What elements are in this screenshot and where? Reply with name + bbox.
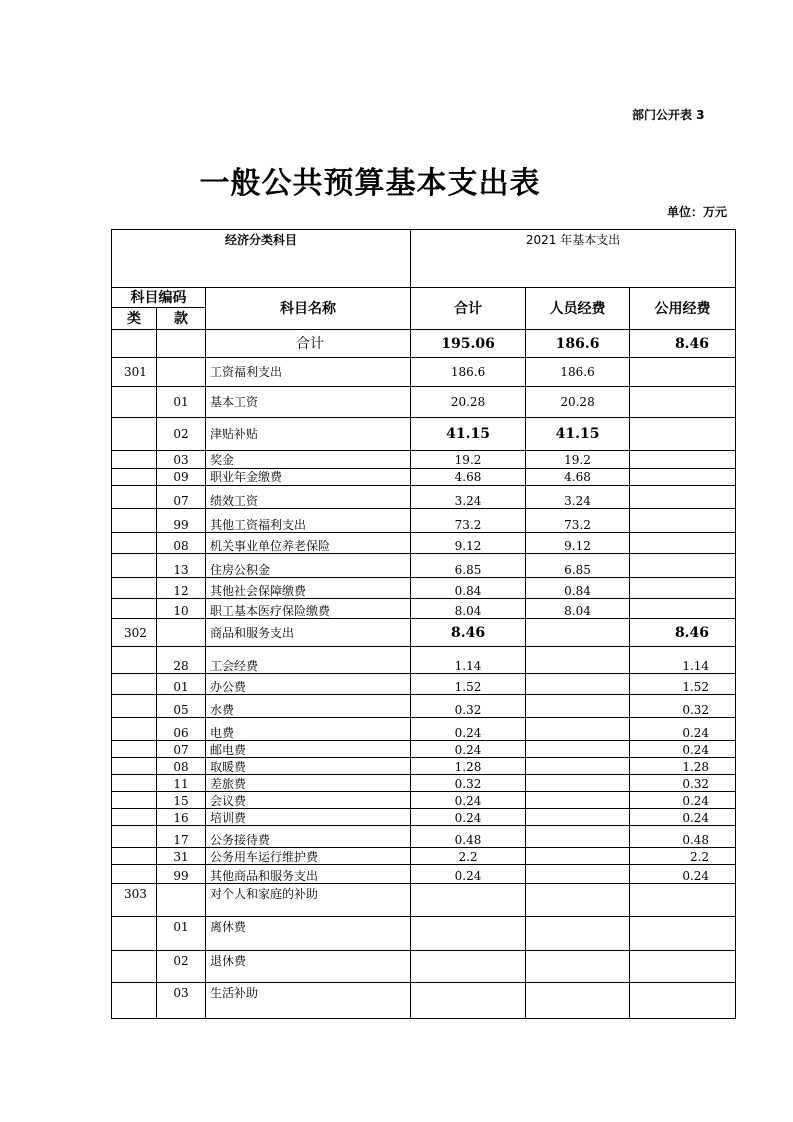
personnel-cell: 186.6: [526, 358, 630, 387]
subject-name-cell: 培训费: [206, 809, 411, 826]
class-code-cell: [112, 917, 157, 951]
header-econ-class: 经济分类科目: [112, 230, 411, 288]
subject-name-cell: 水费: [206, 695, 411, 718]
personnel-cell: [526, 951, 630, 983]
subject-name-cell: 奖金: [206, 451, 411, 469]
total-cell: 186.6: [411, 358, 526, 387]
subject-name-cell: 取暖费: [206, 758, 411, 775]
subject-name-cell: 公务接待费: [206, 826, 411, 848]
class-code-cell: [112, 599, 157, 619]
class-code-cell: [112, 826, 157, 848]
class-code-cell: [112, 451, 157, 469]
public-cell: [630, 486, 736, 509]
table-row: [112, 674, 736, 695]
table-row: [112, 509, 736, 533]
class-code-cell: [112, 578, 157, 599]
subject-name-cell: 公务用车运行维护费: [206, 848, 411, 865]
table-row: [112, 809, 736, 826]
total-cell: 41.15: [411, 418, 526, 451]
class-code-cell: [112, 951, 157, 983]
public-cell: [630, 418, 736, 451]
item-code-cell: 28: [157, 647, 206, 674]
public-cell: 0.24: [630, 792, 736, 809]
public-cell: [630, 509, 736, 533]
header-subject-name: 科目名称: [206, 288, 411, 330]
table-row: [112, 983, 736, 1019]
table-row: [112, 486, 736, 509]
table-row: [112, 951, 736, 983]
table-row: [112, 451, 736, 469]
item-code-cell: [157, 330, 206, 358]
personnel-cell: 20.28: [526, 387, 630, 418]
table-row: [112, 775, 736, 792]
page-title: 一般公共预算基本支出表: [199, 166, 541, 201]
form-number: 部门公开表 3: [632, 108, 705, 122]
subject-name-cell: 工会经费: [206, 647, 411, 674]
header-class: 类: [112, 308, 157, 330]
item-code-cell: 03: [157, 983, 206, 1019]
public-cell: [630, 599, 736, 619]
public-cell: 1.28: [630, 758, 736, 775]
total-cell: 0.24: [411, 718, 526, 741]
public-cell: [630, 533, 736, 554]
table-row: [112, 358, 736, 387]
table-row: [112, 884, 736, 917]
personnel-cell: 4.68: [526, 469, 630, 486]
personnel-cell: [526, 619, 630, 647]
public-cell: 0.32: [630, 775, 736, 792]
unit-label: 单位：万元: [666, 205, 727, 219]
total-cell: 0.32: [411, 775, 526, 792]
table-row: [112, 599, 736, 619]
total-cell: [411, 884, 526, 917]
personnel-cell: 0.84: [526, 578, 630, 599]
class-code-cell: [112, 809, 157, 826]
item-code-cell: 13: [157, 554, 206, 578]
class-code-cell: [112, 792, 157, 809]
table-row: [112, 741, 736, 758]
personnel-cell: [526, 674, 630, 695]
table-body: [112, 330, 736, 1019]
budget-table: [111, 229, 736, 1019]
personnel-cell: [526, 809, 630, 826]
total-cell: 3.24: [411, 486, 526, 509]
personnel-cell: [526, 983, 630, 1019]
table-row: [112, 826, 736, 848]
total-cell: 0.84: [411, 578, 526, 599]
total-cell: 4.68: [411, 469, 526, 486]
class-code-cell: [112, 486, 157, 509]
personnel-cell: [526, 741, 630, 758]
class-code-cell: [112, 330, 157, 358]
personnel-cell: [526, 884, 630, 917]
total-cell: 1.28: [411, 758, 526, 775]
subject-name-cell: 离休费: [206, 917, 411, 951]
personnel-cell: 9.12: [526, 533, 630, 554]
class-code-cell: [112, 509, 157, 533]
subject-name-cell: 津贴补贴: [206, 418, 411, 451]
total-cell: 2.2: [411, 848, 526, 865]
table-row: [112, 418, 736, 451]
total-cell: [411, 951, 526, 983]
personnel-cell: [526, 792, 630, 809]
personnel-cell: [526, 695, 630, 718]
table-row: [112, 533, 736, 554]
personnel-cell: 186.6: [526, 330, 630, 358]
personnel-cell: 73.2: [526, 509, 630, 533]
item-code-cell: 16: [157, 809, 206, 826]
class-code-cell: [112, 387, 157, 418]
public-cell: 0.48: [630, 826, 736, 848]
personnel-cell: [526, 718, 630, 741]
class-code-cell: [112, 647, 157, 674]
header-personnel: 人员经费: [526, 288, 630, 330]
class-code-cell: [112, 718, 157, 741]
class-code-cell: [112, 469, 157, 486]
table-header: [112, 230, 736, 330]
header-subject-code: 科目编码: [112, 288, 206, 308]
subject-name-cell: 绩效工资: [206, 486, 411, 509]
item-code-cell: 05: [157, 695, 206, 718]
subject-name-cell: 对个人和家庭的补助: [206, 884, 411, 917]
class-code-cell: [112, 865, 157, 884]
public-cell: [630, 358, 736, 387]
table-row: [112, 619, 736, 647]
class-code-cell: [112, 695, 157, 718]
public-cell: 0.24: [630, 809, 736, 826]
item-code-cell: [157, 619, 206, 647]
personnel-cell: 3.24: [526, 486, 630, 509]
total-cell: 9.12: [411, 533, 526, 554]
subject-name-cell: 会议费: [206, 792, 411, 809]
subject-name-cell: 工资福利支出: [206, 358, 411, 387]
personnel-cell: [526, 758, 630, 775]
personnel-cell: [526, 826, 630, 848]
table-row: [112, 695, 736, 718]
public-cell: 8.46: [630, 330, 736, 358]
total-cell: [411, 917, 526, 951]
table-row: [112, 917, 736, 951]
item-code-cell: 01: [157, 917, 206, 951]
item-code-cell: 06: [157, 718, 206, 741]
table-row: [112, 718, 736, 741]
subject-name-cell: 职工基本医疗保险缴费: [206, 599, 411, 619]
public-cell: 1.52: [630, 674, 736, 695]
total-cell: 20.28: [411, 387, 526, 418]
subject-name-cell: 其他工资福利支出: [206, 509, 411, 533]
item-code-cell: [157, 358, 206, 387]
subject-name-cell: 商品和服务支出: [206, 619, 411, 647]
public-cell: [630, 884, 736, 917]
item-code-cell: 99: [157, 509, 206, 533]
subject-name-cell: 其他商品和服务支出: [206, 865, 411, 884]
item-code-cell: 08: [157, 758, 206, 775]
subject-name-cell: 住房公积金: [206, 554, 411, 578]
subject-name-cell: 差旅费: [206, 775, 411, 792]
item-code-cell: [157, 884, 206, 917]
personnel-cell: 6.85: [526, 554, 630, 578]
class-code-cell: [112, 775, 157, 792]
personnel-cell: [526, 917, 630, 951]
class-code-cell: 303: [112, 884, 157, 917]
item-code-cell: 01: [157, 387, 206, 418]
table-row: [112, 865, 736, 884]
public-cell: 0.24: [630, 865, 736, 884]
total-cell: [411, 983, 526, 1019]
total-cell: 8.46: [411, 619, 526, 647]
subject-name-cell: 电费: [206, 718, 411, 741]
public-cell: [630, 387, 736, 418]
public-cell: 0.24: [630, 741, 736, 758]
item-code-cell: 02: [157, 951, 206, 983]
personnel-cell: [526, 865, 630, 884]
total-cell: 0.48: [411, 826, 526, 848]
header-public: 公用经费: [630, 288, 736, 330]
public-cell: 8.46: [630, 619, 736, 647]
subject-name-cell: 职业年金缴费: [206, 469, 411, 486]
total-cell: 0.24: [411, 865, 526, 884]
subject-name-cell: 生活补助: [206, 983, 411, 1019]
total-cell: 8.04: [411, 599, 526, 619]
subject-name-cell: 邮电费: [206, 741, 411, 758]
public-cell: [630, 983, 736, 1019]
item-code-cell: 09: [157, 469, 206, 486]
table-row: [112, 469, 736, 486]
personnel-cell: [526, 647, 630, 674]
table-row: [112, 848, 736, 865]
item-code-cell: 01: [157, 674, 206, 695]
personnel-cell: 8.04: [526, 599, 630, 619]
class-code-cell: 302: [112, 619, 157, 647]
item-code-cell: 10: [157, 599, 206, 619]
subject-name-cell: 机关事业单位养老保险: [206, 533, 411, 554]
public-cell: [630, 951, 736, 983]
personnel-cell: 41.15: [526, 418, 630, 451]
public-cell: 2.2: [630, 848, 736, 865]
subject-name-cell: 基本工资: [206, 387, 411, 418]
total-cell: 19.2: [411, 451, 526, 469]
table-row: [112, 647, 736, 674]
class-code-cell: [112, 848, 157, 865]
class-code-cell: [112, 554, 157, 578]
item-code-cell: 02: [157, 418, 206, 451]
item-code-cell: 11: [157, 775, 206, 792]
class-code-cell: [112, 533, 157, 554]
total-cell: 0.24: [411, 809, 526, 826]
total-cell: 0.24: [411, 792, 526, 809]
public-cell: [630, 578, 736, 599]
item-code-cell: 03: [157, 451, 206, 469]
item-code-cell: 17: [157, 826, 206, 848]
class-code-cell: 301: [112, 358, 157, 387]
public-cell: 1.14: [630, 647, 736, 674]
total-cell: 73.2: [411, 509, 526, 533]
personnel-cell: [526, 848, 630, 865]
item-code-cell: 08: [157, 533, 206, 554]
public-cell: [630, 554, 736, 578]
header-total: 合计: [411, 288, 526, 330]
item-code-cell: 31: [157, 848, 206, 865]
total-cell: 0.24: [411, 741, 526, 758]
class-code-cell: [112, 674, 157, 695]
table-row-total: [112, 330, 736, 358]
table-row: [112, 578, 736, 599]
subject-name-cell: 合计: [206, 330, 411, 358]
public-cell: 0.24: [630, 718, 736, 741]
total-cell: 1.14: [411, 647, 526, 674]
personnel-cell: 19.2: [526, 451, 630, 469]
header-year-col: 2021 年基本支出: [411, 230, 736, 288]
subject-name-cell: 其他社会保障缴费: [206, 578, 411, 599]
table-row: [112, 554, 736, 578]
item-code-cell: 07: [157, 486, 206, 509]
table-row: [112, 387, 736, 418]
public-cell: [630, 469, 736, 486]
item-code-cell: 07: [157, 741, 206, 758]
subject-name-cell: 办公费: [206, 674, 411, 695]
total-cell: 1.52: [411, 674, 526, 695]
table-row: [112, 792, 736, 809]
personnel-cell: [526, 775, 630, 792]
class-code-cell: [112, 741, 157, 758]
class-code-cell: [112, 418, 157, 451]
item-code-cell: 12: [157, 578, 206, 599]
subject-name-cell: 退休费: [206, 951, 411, 983]
total-cell: 6.85: [411, 554, 526, 578]
table-row: [112, 758, 736, 775]
class-code-cell: [112, 758, 157, 775]
item-code-cell: 99: [157, 865, 206, 884]
public-cell: [630, 917, 736, 951]
class-code-cell: [112, 983, 157, 1019]
public-cell: 0.32: [630, 695, 736, 718]
header-item: 款: [157, 308, 206, 330]
item-code-cell: 15: [157, 792, 206, 809]
total-cell: 0.32: [411, 695, 526, 718]
total-cell: 195.06: [411, 330, 526, 358]
public-cell: [630, 451, 736, 469]
